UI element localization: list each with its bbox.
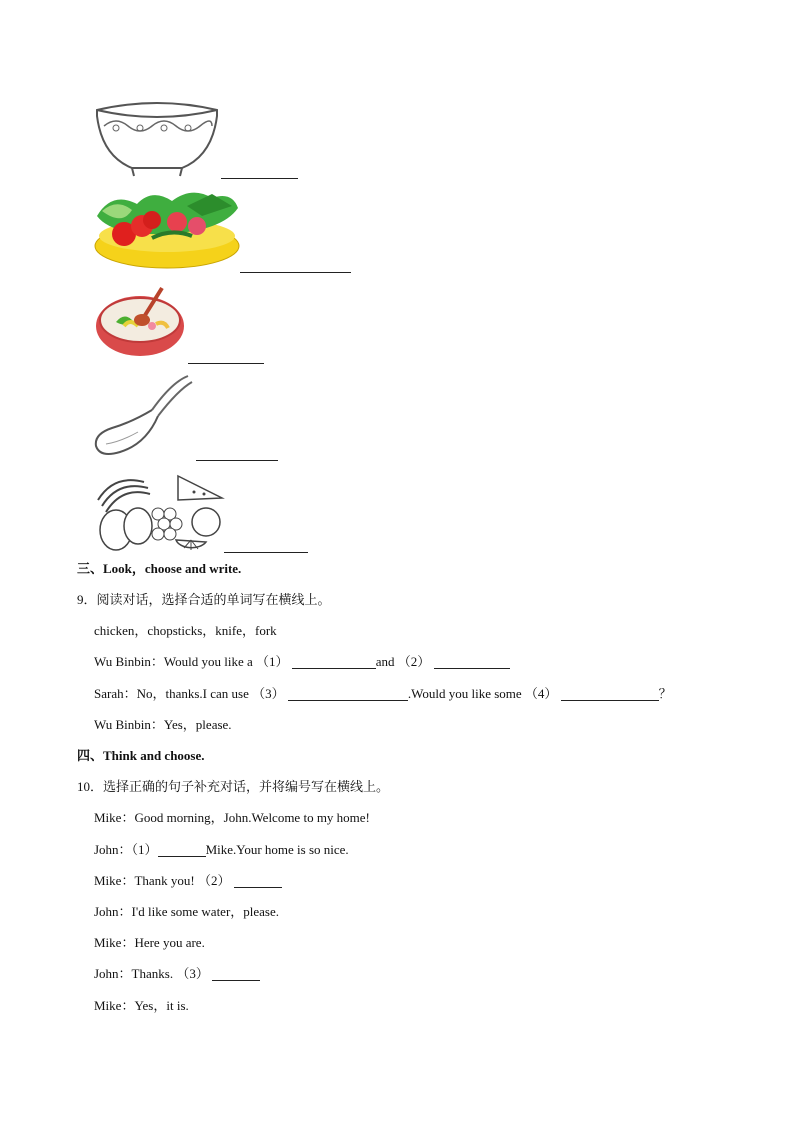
dialogue-line [94,841,349,859]
dialogue-text: ？ [658,686,672,701]
dialogue-line: Mike：Yes，it is. [94,998,189,1013]
dialogue-line [94,685,672,703]
salad-picture [92,186,242,272]
answer-blank-q9-2[interactable] [434,654,510,669]
section-3-title: 三、Look，choose and write. [77,561,242,576]
answer-blank-4[interactable] [196,460,278,461]
question-10-title: 10．选择正确的句子补充对话，并将编号写在横线上。 [77,779,390,794]
answer-blank-5[interactable] [224,552,308,553]
answer-blank-q10-2[interactable] [234,873,282,888]
dialogue-text: John：Thanks. （3） [94,966,209,981]
answer-blank-1[interactable] [221,178,298,179]
section-4-title: 四、Think and choose. [77,748,205,763]
answer-blank-q9-1[interactable] [292,654,376,669]
answer-blank-3[interactable] [188,363,264,364]
dialogue-line [94,965,260,983]
question-9-title: 9．阅读对话，选择合适的单词写在横线上。 [77,592,331,607]
answer-blank-q9-4[interactable] [561,686,659,701]
dialogue-line: Wu Binbin：Yes，please. [94,717,232,732]
dialogue-text: and （2） [375,654,431,669]
dialogue-text: Wu Binbin：Would you like a （1） [94,654,289,669]
bowl-picture [92,96,222,178]
dialogue-line: Mike：Here you are. [94,935,205,950]
dialogue-line [94,653,510,671]
dialogue-text: Mike.Your home is so nice. [205,842,349,857]
dialogue-line: John：I'd like some water，please. [94,904,280,919]
fruits-picture [94,470,226,552]
dialogue-text: Mike：Thank you! （2） [94,873,231,888]
answer-blank-q9-3[interactable] [288,686,408,701]
answer-blank-q10-1[interactable] [158,842,206,857]
word-bank: chicken，chopsticks，knife，fork [94,623,277,638]
soup-picture [94,282,190,362]
dialogue-line: Mike：Good morning，John.Welcome to my home! [94,810,370,825]
dialogue-text: John：（1） [94,842,158,857]
answer-blank-2[interactable] [240,272,351,273]
spoon-picture [92,372,196,458]
dialogue-line [94,872,282,890]
dialogue-text: .Would you like some （4） [407,686,558,701]
dialogue-text: Sarah：No，thanks.I can use （3） [94,686,285,701]
answer-blank-q10-3[interactable] [212,966,260,981]
